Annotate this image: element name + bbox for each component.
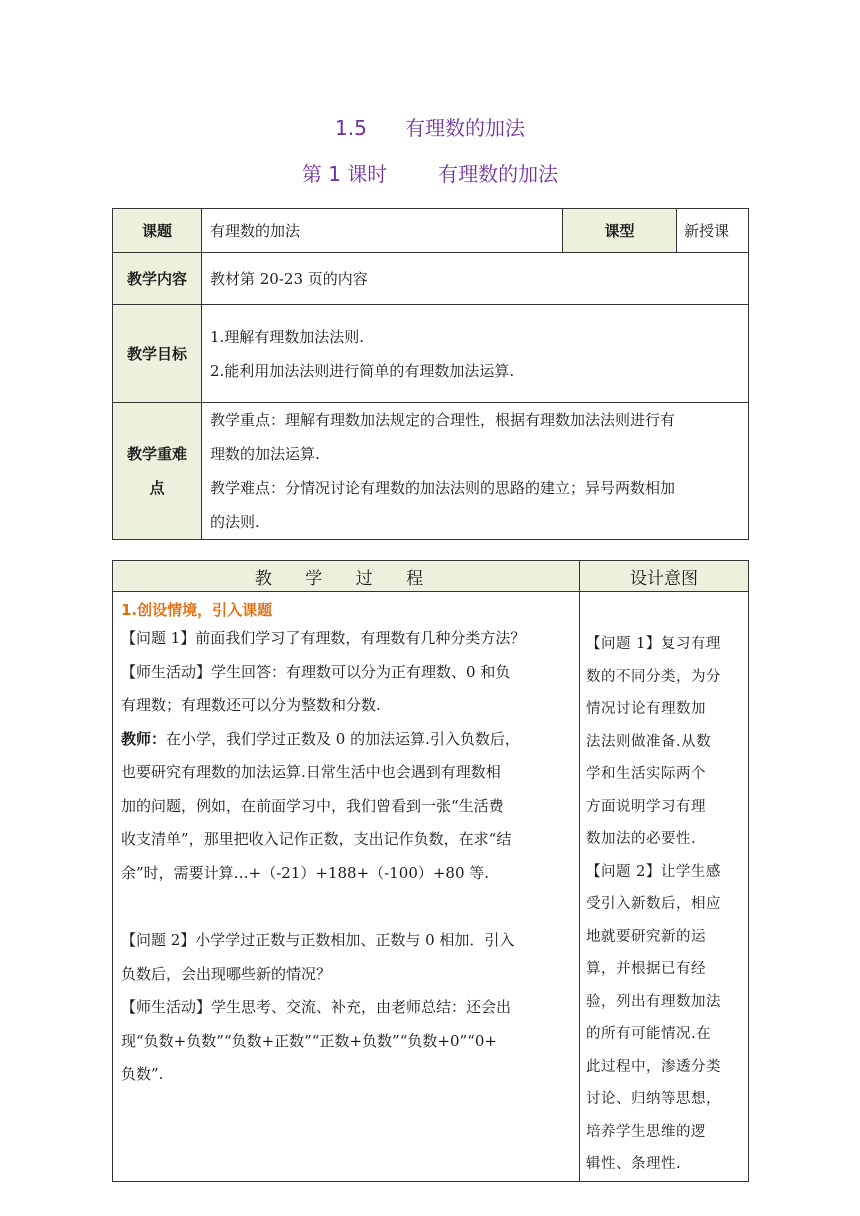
question-2-line: 负数后，会出现哪些新的情况？ — [121, 964, 332, 983]
intent-line: 【问题 1】复习有理 — [586, 636, 721, 652]
type-value: 新授课 — [677, 209, 749, 253]
table-row — [113, 209, 749, 253]
table-row — [113, 592, 749, 1182]
section-number: 1.5 — [335, 116, 367, 140]
lesson-subtitle — [0, 158, 860, 187]
intent-line: 【问题 2】让学生感 — [586, 863, 721, 880]
intent-line: 受引入新数后，相应 — [586, 896, 721, 912]
answer-line: 有理数；有理数还可以分为整数和分数. — [121, 696, 381, 714]
teaching-process-table — [112, 560, 749, 1182]
keypoint-line: 理数的加法运算. — [210, 445, 320, 463]
teacher-line: 教师：在小学，我们学过正数及 0 的加法运算.引入负数后， — [121, 729, 520, 748]
section-name: 有理数的加法 — [404, 116, 525, 140]
type-label: 课型 — [563, 209, 677, 253]
table-row — [113, 253, 749, 305]
intent-line: 地就要研究新的运 — [586, 928, 706, 945]
intent-line: 数的不同分类，为分 — [586, 668, 721, 685]
intent-line: 方面说明学习有理 — [586, 798, 706, 815]
goals-cell — [202, 305, 749, 403]
question-1: 【问题 1】前面我们学习了有理数，有理数有几种分类方法？ — [121, 629, 526, 647]
goal-item: 2.能利用加法法则进行简单的有理数加法运算. — [210, 361, 515, 380]
process-header: 教 学 过 程 — [113, 561, 580, 592]
content-value: 教材第 20-23 页的内容 — [202, 253, 749, 305]
intent-line: 法法则做准备.从数 — [586, 733, 712, 750]
lesson-number: 第 1 课时 — [301, 162, 388, 186]
intent-header: 设计意图 — [580, 561, 749, 592]
keypoints-cell — [202, 403, 749, 540]
answer-line: 【师生活动】学生回答：有理数可以分为正有理数、0 和负 — [121, 662, 511, 681]
teacher-line: 收支清单”，那里把收入记作正数，支出记作负数，在求“结 — [121, 830, 512, 848]
lesson-name: 有理数的加法 — [438, 162, 559, 186]
topic-label: 课题 — [113, 209, 202, 253]
intent-line: 数加法的必要性. — [586, 831, 697, 847]
keypoint-line: 的法则. — [210, 513, 260, 531]
intent-line: 讨论、归纳等思想， — [586, 1091, 721, 1107]
teacher-line: 也要研究有理数的加法运算.日常生活中也会遇到有理数相 — [121, 763, 501, 781]
spacer — [121, 890, 571, 924]
teacher-line: 加的问题，例如，在前面学习中，我们曾看到一张“生活费 — [121, 796, 504, 815]
teacher-line: 余”时，需要计算…+（-21）+188+（-100）+80 等. — [121, 863, 490, 882]
keypoints-label-line: 点 — [149, 479, 165, 497]
intent-line: 的所有可能情况.在 — [586, 1026, 712, 1042]
section-heading: 1.创设情境，引入课题 — [121, 601, 273, 619]
intent-line: 情况讨论有理数加 — [586, 701, 706, 717]
process-cell — [113, 592, 580, 1182]
content-label: 教学内容 — [113, 253, 202, 305]
keypoints-label-line: 教学重难 — [126, 445, 187, 463]
goals-label: 教学目标 — [113, 305, 202, 403]
question-2-line: 【问题 2】小学学过正数与正数相加、正数与 0 相加．引入 — [121, 931, 515, 949]
goal-item: 1.理解有理数加法法则. — [210, 327, 365, 346]
keypoint-line: 教学重点：理解有理数加法规定的合理性，根据有理数加法法则进行有 — [210, 411, 676, 429]
intent-line: 此过程中，渗透分类 — [586, 1058, 721, 1075]
teacher-label: 教师： — [121, 729, 167, 748]
intent-line: 辑性、条理性. — [586, 1156, 682, 1172]
answer-line: 【师生活动】学生思考、交流、补充，由老师总结：还会出 — [121, 998, 512, 1016]
table-row — [113, 403, 749, 540]
table-row — [113, 305, 749, 403]
keypoints-label — [113, 403, 202, 540]
keypoint-line: 教学难点：分情况讨论有理数的加法法则的思路的建立；异号两数相加 — [210, 479, 676, 497]
table-header-row — [113, 561, 749, 592]
intent-cell — [580, 592, 749, 1182]
intent-line: 学和生活实际两个 — [586, 766, 706, 782]
intent-line: 算，并根据已有经 — [586, 961, 706, 977]
page-title — [0, 112, 860, 141]
intent-line: 培养学生思维的逻 — [586, 1123, 706, 1140]
lesson-info-table — [112, 208, 749, 540]
topic-value: 有理数的加法 — [202, 209, 563, 253]
answer-line: 负数”. — [121, 1065, 164, 1083]
answer-line: 现“负数+负数”“负数+正数”“正数+负数”“负数+0”“0+ — [121, 1031, 497, 1050]
intent-line: 验，列出有理数加法 — [586, 993, 721, 1010]
